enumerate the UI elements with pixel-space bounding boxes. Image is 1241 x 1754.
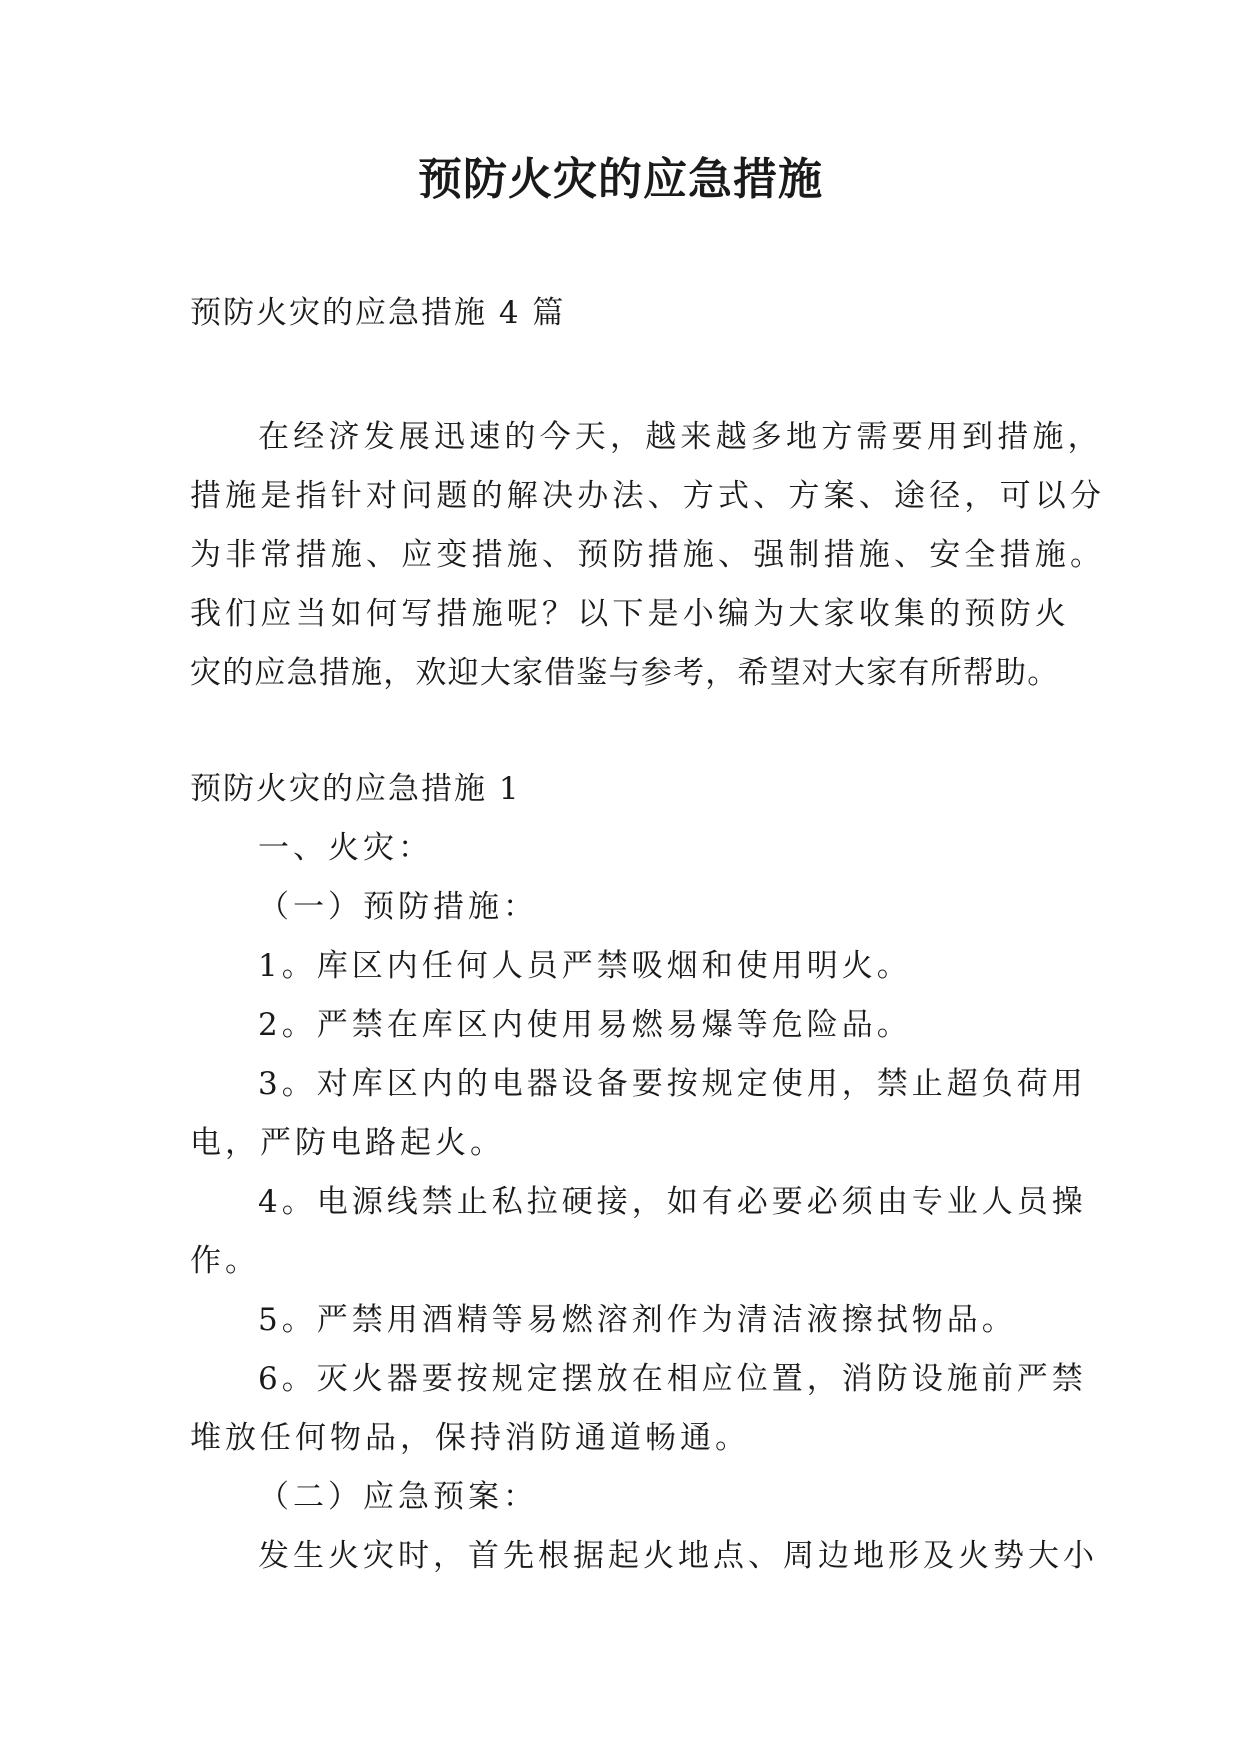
section-subheading: （一）预防措施： [258, 889, 538, 925]
list-item-continuation: 作。 [190, 1243, 260, 1279]
intro-line: 灾的应急措施，欢迎大家借鉴与参考，希望对大家有所帮助。 [190, 655, 1060, 691]
section-heading: 预防火灾的应急措施 1 [190, 771, 521, 807]
intro-line: 措施是指针对问题的解决办法、方式、方案、途径，可以分 [190, 478, 1106, 514]
paragraph-line: 发生火灾时，首先根据起火地点、周边地形及火势大小 [258, 1538, 1098, 1574]
list-item: 1。库区内任何人员严禁吸烟和使用明火。 [258, 948, 912, 984]
list-item-continuation: 堆放任何物品，保持消防通道畅通。 [190, 1420, 750, 1456]
list-item: 4。电源线禁止私拉硬接，如有必要必须由专业人员操 [258, 1184, 1087, 1220]
intro-line: 在经济发展迅速的今天，越来越多地方需要用到措施， [258, 419, 1103, 455]
document-title: 预防火灾的应急措施 [418, 154, 823, 205]
intro-line: 为非常措施、应变措施、预防措施、强制措施、安全措施。 [190, 537, 1106, 573]
list-item: 3。对库区内的电器设备要按规定使用，禁止超负荷用 [258, 1066, 1087, 1102]
section-subheading: 一、火灾： [258, 830, 433, 866]
intro-line: 我们应当如何写措施呢？以下是小编为大家收集的预防火 [190, 596, 1070, 632]
section-1 [190, 760, 1098, 1586]
document-subtitle: 预防火灾的应急措施 4 篇 [190, 295, 566, 331]
list-item: 6。灭火器要按规定摆放在相应位置，消防设施前严禁 [258, 1361, 1087, 1397]
intro-paragraph [190, 408, 1106, 703]
list-item-continuation: 电，严防电路起火。 [190, 1125, 505, 1161]
list-item: 2。严禁在库区内使用易燃易爆等危险品。 [258, 1007, 912, 1043]
list-item: 5。严禁用酒精等易燃溶剂作为清洁液擦拭物品。 [258, 1302, 1017, 1338]
section-subheading: （二）应急预案： [258, 1479, 538, 1515]
